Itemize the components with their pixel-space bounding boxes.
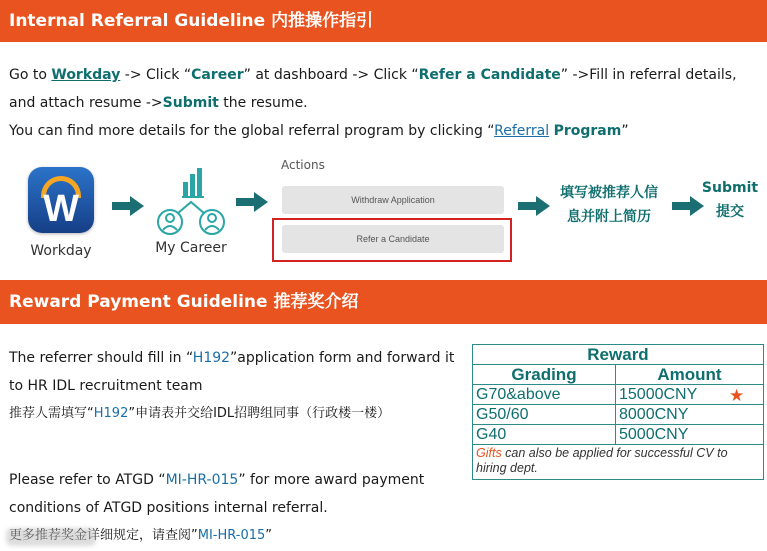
gifts-word: Gifts — [476, 446, 502, 460]
fill-step-line-2: 息并附上简历 — [567, 209, 651, 225]
fill-candidate-info-step — [551, 181, 667, 229]
instructions-line-1 — [9, 61, 765, 89]
refer-candidate-highlight — [272, 218, 512, 262]
gifts-note-text: can also be applied for successful CV to hiring dept. — [476, 446, 728, 475]
cn-text-a: 推荐人需填写“ — [9, 406, 94, 421]
my-career-caption: My Career — [155, 240, 227, 256]
mi-hr-015-code: MI-HR-015 — [165, 472, 239, 488]
amount-header: Amount — [616, 365, 764, 385]
watermark — [6, 528, 96, 546]
submit-text: Submit — [162, 95, 219, 111]
reward-table-title: Reward — [473, 345, 764, 365]
atgd-text-a: Please refer to ATGD “ — [9, 472, 166, 488]
reward-payment-banner: Reward Payment Guideline 推荐奖介绍 — [0, 280, 767, 324]
internal-referral-banner: Internal Referral Guideline 内推操作指引 — [0, 0, 767, 42]
cn-text-b: ”申请表并交给IDL招聘组同事（行政楼一楼） — [128, 406, 391, 421]
referrer-instruction — [9, 344, 461, 372]
atgd-text-b: ” for more award payment — [238, 472, 425, 488]
atgd-reference-2: conditions of ATGD positions internal referral. — [9, 500, 328, 516]
referrer-text-b: ”application form and forward it — [230, 350, 455, 366]
fill-details-text: ” ->Fill in referral details, — [560, 67, 737, 83]
workday-app-icon — [28, 167, 94, 233]
career-people-chart-icon — [156, 166, 226, 238]
grading-header: Grading — [473, 365, 616, 385]
submit-step — [698, 176, 762, 224]
go-to-text: Go to — [9, 67, 52, 83]
program-text: Program — [553, 123, 622, 139]
instructions-line-2 — [9, 89, 308, 117]
table-row — [473, 405, 764, 425]
fill-step-line-1: 填写被推荐人信 — [560, 185, 658, 201]
click-text: -> Click “ — [120, 67, 192, 83]
attach-text: and attach resume -> — [9, 95, 163, 111]
reward-table — [472, 344, 764, 480]
cn2-mi-code: MI-HR-015 — [197, 528, 266, 543]
referrer-instruction-cn — [9, 404, 390, 424]
workday-letter: W — [43, 188, 79, 230]
star-icon: ★ — [729, 386, 745, 406]
h192-code: H192 — [192, 350, 231, 366]
submit-step-line-2: 提交 — [716, 204, 744, 220]
atgd-reference — [9, 466, 461, 494]
quote-end: ” — [621, 123, 629, 139]
career-text: Career — [191, 67, 244, 83]
workday-link[interactable]: Workday — [51, 67, 121, 83]
grade-cell: G40 — [473, 425, 616, 445]
details-text: You can find more details for the global referral program by clicking “ — [9, 123, 495, 139]
dashboard-text: ” at dashboard -> Click “ — [243, 67, 419, 83]
referral-link[interactable]: Referral — [494, 123, 550, 139]
amount-cell: 8000CNY — [616, 405, 764, 425]
arrow-right-icon — [518, 196, 550, 216]
referrer-text-a: The referrer should fill in “ — [9, 350, 193, 366]
submit-step-line-1: Submit — [701, 180, 759, 196]
grade-cell: G50/60 — [473, 405, 616, 425]
amount-cell: 15000CNY — [616, 385, 764, 405]
resume-text: the resume. — [218, 95, 308, 111]
actions-label: Actions — [281, 158, 325, 172]
cn-h192-code: H192 — [93, 406, 129, 421]
arrow-right-icon — [112, 196, 144, 216]
table-row — [473, 385, 764, 405]
arrow-right-icon — [236, 192, 268, 212]
gifts-note — [473, 445, 764, 480]
refer-candidate-button[interactable]: Refer a Candidate — [282, 225, 504, 253]
withdraw-application-button[interactable]: Withdraw Application — [282, 186, 504, 214]
amount-cell: 5000CNY — [616, 425, 764, 445]
table-row — [473, 425, 764, 445]
cn2-text-c: ” — [265, 528, 273, 543]
workday-caption: Workday — [30, 243, 92, 259]
grade-cell: G70&above — [473, 385, 616, 405]
instructions-line-3 — [9, 117, 629, 145]
referrer-instruction-2: to HR IDL recruitment team — [9, 378, 203, 394]
refer-candidate-text: Refer a Candidate — [418, 67, 561, 83]
cn2-text-a: 更多推荐奖金详细规定，请查阅” — [9, 528, 198, 543]
